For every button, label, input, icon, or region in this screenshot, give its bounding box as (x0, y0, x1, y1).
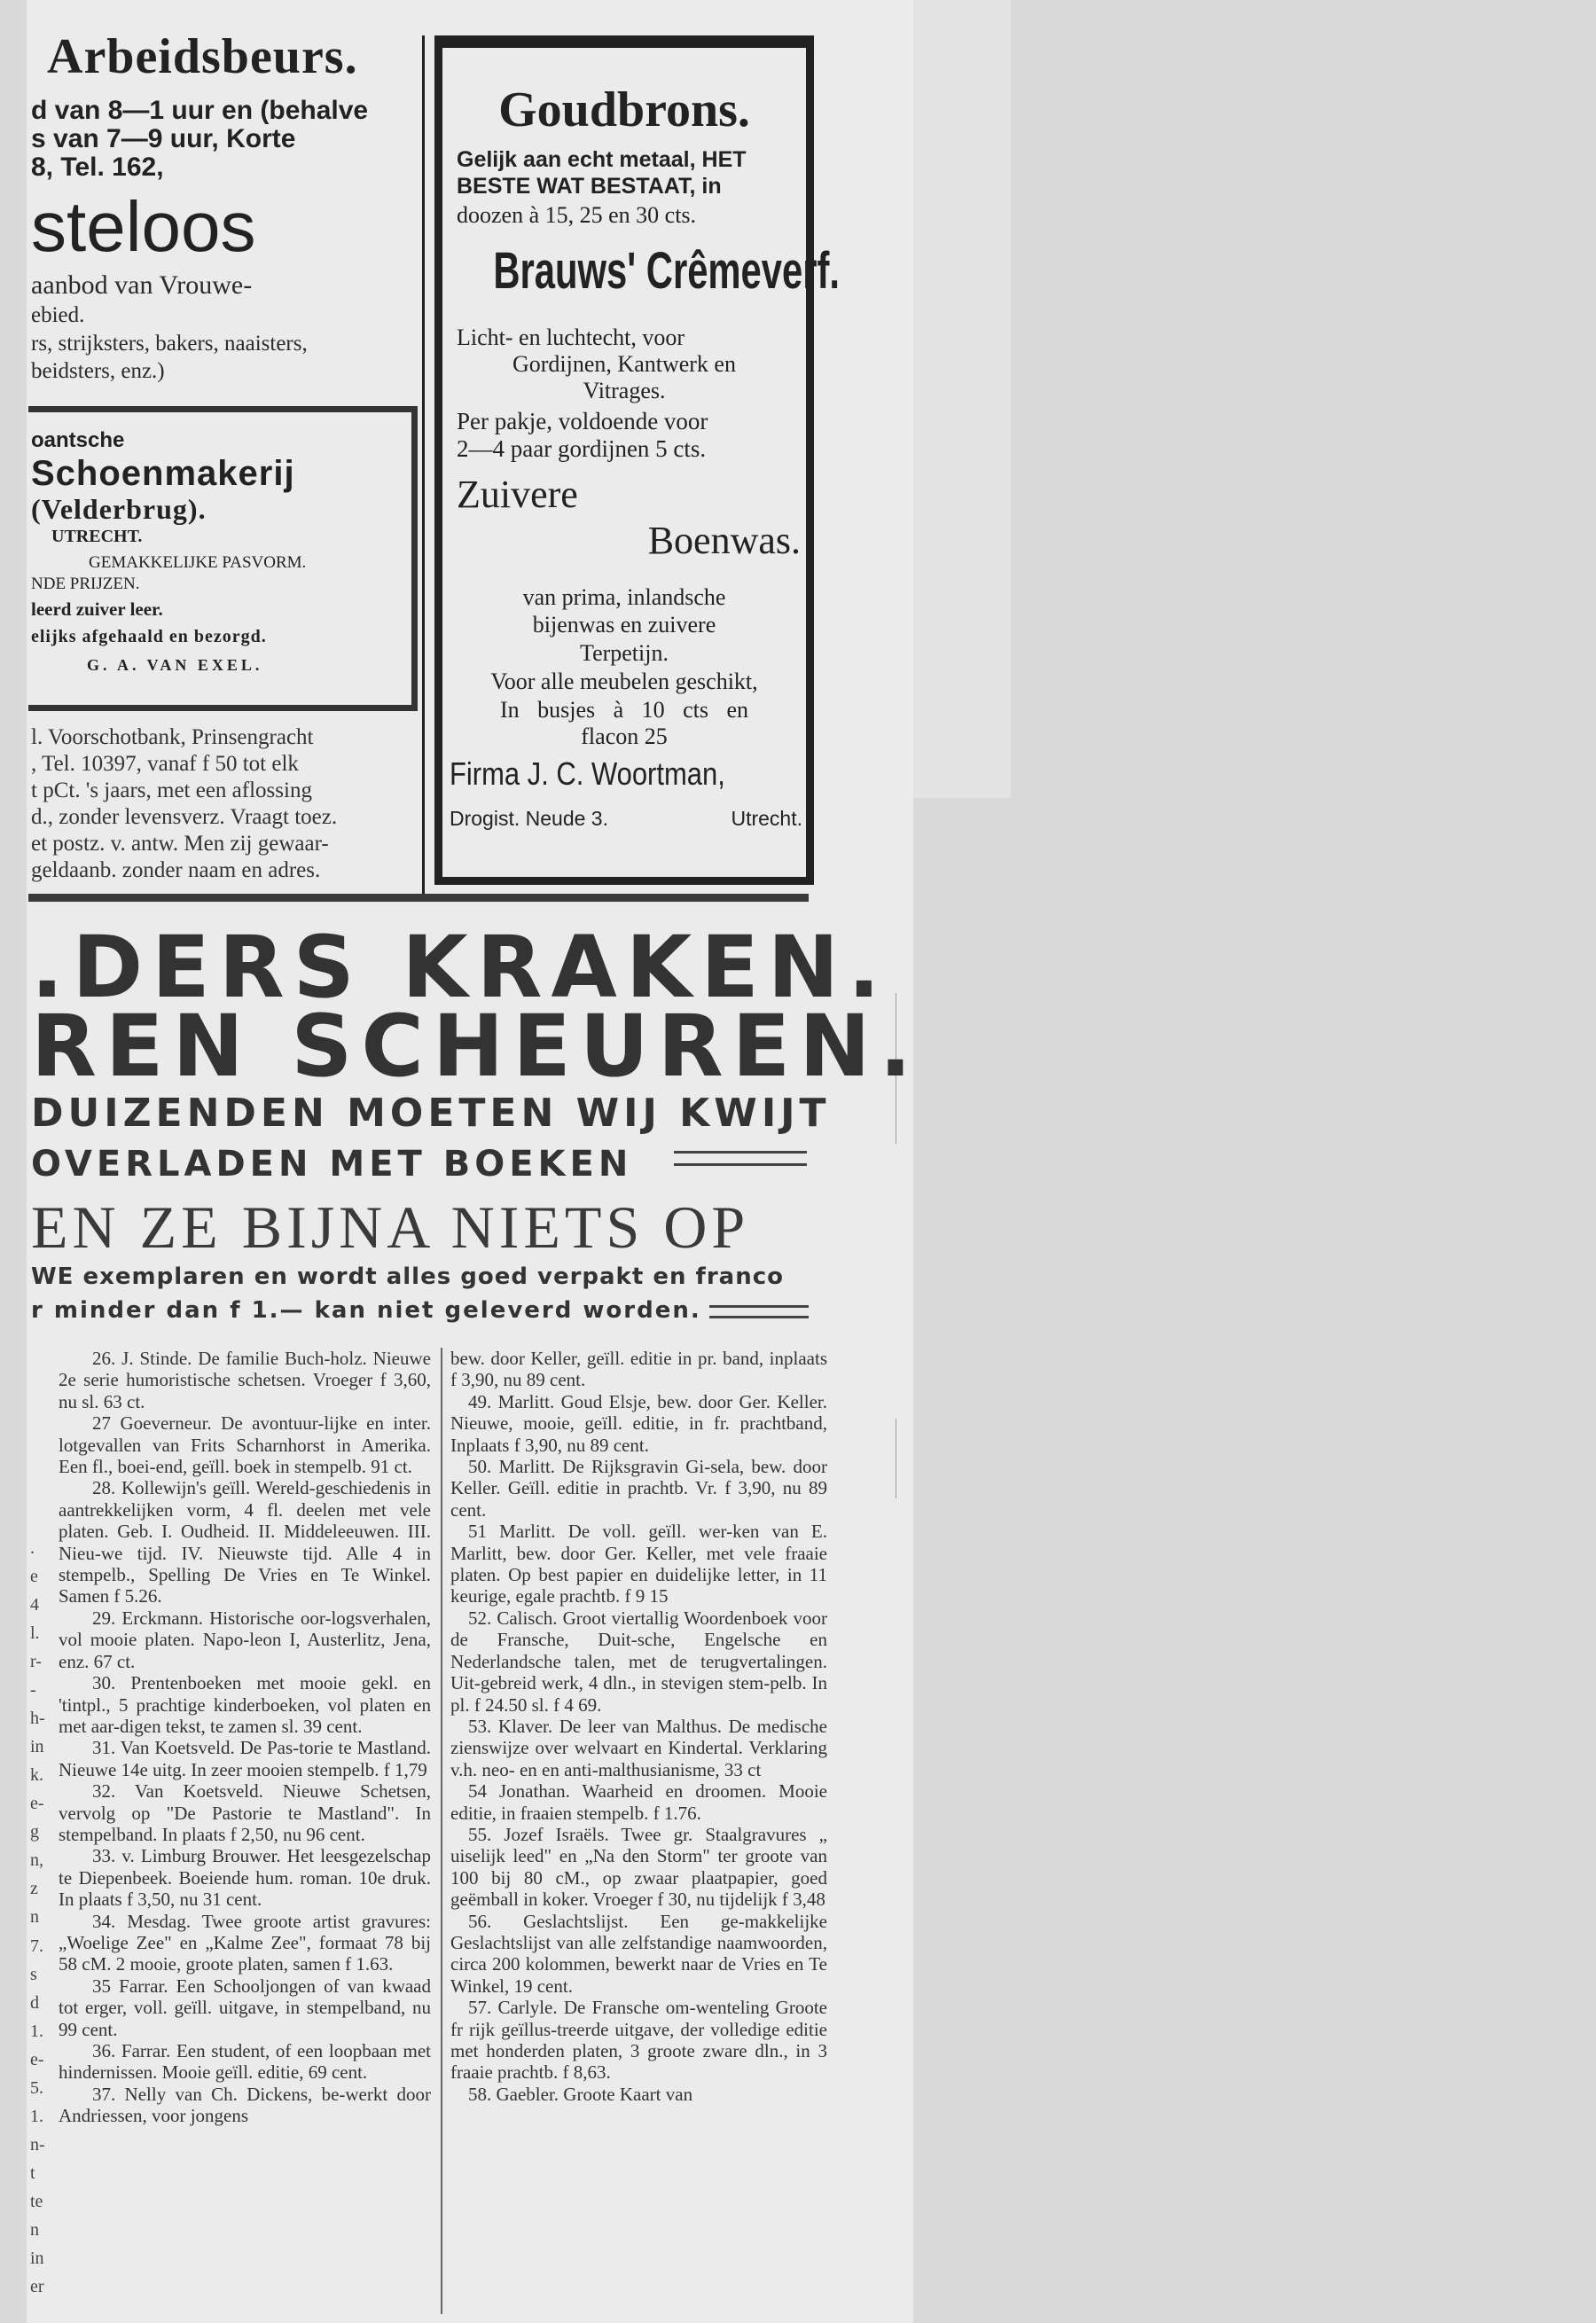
column-rule (441, 1348, 442, 2314)
headline-exemplaren: WE exemplaren en wordt alles goed verpakt en franco (31, 1263, 784, 1290)
book-entry: 53. Klaver. De leer van Malthus. De medische zienswijze over welvaart en Kindertal. Verklaring v.h. neo- en en anti-malthusianisme, 33 ct (450, 1715, 827, 1780)
margin-fragment: 4 (30, 1595, 39, 1615)
margin-fragment: d (30, 1992, 39, 2013)
arbeidsbeurs-line: d van 8—1 uur en (behalve (31, 96, 369, 125)
margin-fragment: in (30, 1737, 44, 1757)
margin-fragment: g (30, 1822, 39, 1842)
goudbrons-ad (434, 35, 840, 885)
margin-fragment: e- (30, 2049, 44, 2069)
goudbrons-line: BESTE WAT BESTAAT, in (457, 174, 722, 199)
book-entry: 30. Prentenboeken met mooie gekl. en 'tintpl., 5 prachtige kinderboeken, vol platen en met aar-digen tekst, te zamen sl. 39 cent. (59, 1672, 431, 1737)
book-entry: 31. Van Koetsveld. De Pas-torie te Mastland. Nieuwe 14e uitg. In zeer mooien stempelb. f 1,79 (59, 1737, 431, 1780)
headline-kraken: .DERS KRAKEN. (31, 918, 889, 1017)
book-entry: 51 Marlitt. De voll. geïll. wer-ken van E. Marlitt, bew. door Ger. Keller, met vele fraaie platen. Op best papier en duidelijke letter, in 11 keurige, egale prachtb. f 9 15 (450, 1521, 827, 1607)
goudbrons-line: bijenwas en zuivere (532, 612, 716, 637)
margin-fragment: in (30, 2248, 44, 2268)
book-entry: bew. door Keller, geïll. editie in pr. band, inplaats f 3,90, nu 89 cent. (450, 1348, 827, 1391)
book-entry: 36. Farrar. Een student, of een loopbaan met hindernissen. Mooie geïll. editie, 69 cent. (59, 2040, 431, 2084)
margin-fragment: n (30, 1907, 39, 1928)
arbeidsbeurs-line: aanbod van Vrouwe- (31, 270, 253, 300)
schoen-line: UTRECHT. (51, 527, 143, 546)
goudbrons-line: Terpetijn. (580, 640, 669, 666)
headline-dash (709, 1305, 809, 1308)
margin-fragment: te (30, 2191, 43, 2211)
goudbrons-line: Gordijnen, Kantwerk en (512, 351, 736, 377)
goudbrons-line: In busjes à 10 cts en (499, 697, 749, 723)
book-entry: 27 Goeverneur. De avontuur-lijke en inter. lotgevallen van Frits Scharnhorst in Amerika. Een fl., boei-end, geïll. boek in stempelb. 91 ct. (59, 1412, 431, 1478)
book-entry: 49. Marlitt. Goud Elsje, bew. door Ger. Keller. Nieuwe, mooie, geïll. editie, in fr. prachtband, Inplaats f 3,90, nu 89 cent. (450, 1390, 827, 1456)
margin-fragment: 1. (30, 2021, 43, 2041)
book-entry: 32. Van Koetsveld. Nieuwe Schetsen, vervolg op "De Pastorie te Mastland". In stempelband. In plaats f 2,50, nu 96 cent. (59, 1780, 431, 1845)
voorschot-line: t pCt. 's jaars, met een aflossing (31, 778, 312, 802)
goudbrons-line: Gelijk aan echt metaal, HET (457, 147, 747, 172)
woortman-firm: Firma J. C. Woortman, (450, 755, 725, 792)
goudbrons-title: Goudbrons. (498, 82, 750, 137)
voorschot-line: d., zonder levensverz. Vraagt toez. (31, 805, 338, 829)
cremeverf-title: Brauws' Crêmeverf. (493, 242, 840, 300)
headline-dash (674, 1163, 807, 1166)
schoen-line: GEMAKKELIJKE PASVORM. (89, 553, 307, 572)
headline-bijna: EN ZE BIJNA NIETS OP (31, 1193, 750, 1261)
margin-fragment: e- (30, 1794, 44, 1814)
schoen-line: elijks afgehaald en bezorgd. (31, 627, 267, 646)
margin-fragment: k. (30, 1765, 43, 1786)
book-entry: 58. Gaebler. Groote Kaart van (468, 2083, 693, 2105)
arbeidsbeurs-line: rs, strijksters, bakers, naaisters, (31, 332, 308, 356)
book-entry: 50. Marlitt. De Rijksgravin Gi-sela, bew. door Keller. Geïll. editie in prachtb. Vr. f 3,90, nu 89 cent. (450, 1456, 827, 1521)
headline-duizenden: DUIZENDEN MOETEN WIJ KWIJT (31, 1091, 831, 1136)
schoen-line: oantsche (31, 428, 125, 452)
book-entry: 37. Nelly van Ch. Dickens, be-werkt door Andriessen, voor jongens (59, 2083, 431, 2127)
goudbrons-line: 2—4 paar gordijnen 5 cts. (457, 435, 707, 462)
book-entry: 57. Carlyle. De Fransche om-wenteling Groote fr rijk geïllus-treerde uitgave, der volledige editie met honderden platen, 3 groote zware dln., in 3 fraaie prachtb. f 8,63. (450, 1997, 827, 2084)
book-list-right (450, 1348, 827, 2105)
arbeidsbeurs-line: ebied. (31, 303, 85, 327)
goudbrons-line: Voor alle meubelen geschikt, (490, 669, 758, 694)
margin-fragment: l. (30, 1623, 40, 1644)
voorschot-line: geldaanb. zonder naam en adres. (31, 858, 321, 882)
margin-fragment: . (30, 1538, 35, 1558)
schoen-line: (Velderbrug). (31, 493, 207, 525)
schoen-line: G. A. VAN EXEL. (87, 656, 263, 674)
margin-fragment: er (30, 2276, 44, 2296)
arbeidsbeurs-title: Arbeidsbeurs. (47, 29, 358, 84)
margin-fragment: n- (30, 2134, 45, 2155)
margin-fragment: n (30, 2219, 39, 2240)
margin-fragment: s (30, 1964, 37, 1984)
goudbrons-line: van prima, inlandsche (522, 584, 726, 610)
torn-paper-edge (913, 0, 1011, 798)
margin-fragment: r- (30, 1652, 42, 1672)
book-entry: 35 Farrar. Een Schooljongen of van kwaad tot erger, voll. geïll. uitgave, in stempelband, nu 99 cent. (59, 1975, 431, 2040)
woortman-addr: Drogist. Neude 3. (450, 807, 608, 830)
boenwas-title: Boenwas. (647, 519, 801, 562)
headline-scheuren: REN SCHEUREN. (31, 997, 921, 1096)
book-entry: 28. Kollewijn's geïll. Wereld-geschiedenis in aantrekkelijken vorm, 4 fl. deelen met vele platen. Geb. I. Oudheid. II. Middeleeuwen. III. Nieu-we tijd. IV. Nieuwste tijd. Alle 4 in stempelb., Spelling De Vries en Te Winkel. Samen f 5.26. (59, 1477, 431, 1607)
voorschot-line: , Tel. 10397, vanaf f 50 tot elk (31, 752, 299, 776)
margin-fragment: e (30, 1567, 38, 1587)
arbeidsbeurs-line: s van 7—9 uur, Korte (31, 124, 296, 153)
headline-dash (674, 1151, 807, 1154)
goudbrons-line: Licht- en luchtecht, voor (457, 325, 685, 350)
goudbrons-line: Per pakje, voldoende voor (457, 408, 708, 434)
book-entry: 29. Erckmann. Historische oor-logsverhalen, vol mooie platen. Napo-leon I, Austerlitz, Jena, enz. 67 ct. (59, 1607, 431, 1672)
margin-fragment: 1. (30, 2106, 43, 2126)
margin-fragment: - (30, 1680, 36, 1701)
voorschot-line: et postz. v. antw. Men zij gewaar- (31, 832, 329, 856)
book-entry: 55. Jozef Israëls. Twee gr. Staalgravures „ uiselijk leed" en „Na den Storm" ter groote van 100 bij 80 cM., op zwaar plaatpapier, goed geëmball in koker. Vroeger f 30, nu tijdelijk f 3,48 (450, 1823, 827, 1911)
schoen-line: NDE PRIJZEN. (31, 575, 140, 593)
book-entry: 26. J. Stinde. De familie Buch-holz. Nieuwe 2e serie humoristische schetsen. Vroeger f 3,60, nu sl. 63 ct. (59, 1348, 431, 1412)
book-entry: 52. Calisch. Groot viertallig Woordenboek voor de Fransche, Duit-sche, Engelsche en Nederlandsche talen, met de terugvertalingen. Uit-gebreid werk, 4 dln., in stevigen stem-pelb. In pl. f 24.50 sl. f 4 69. (450, 1607, 827, 1716)
book-entry: 33. v. Limburg Brouwer. Het leesgezelschap te Diepenbeek. Boeiende hum. roman. 10e druk. In plaats f 3,50, nu 31 cent. (59, 1845, 431, 1911)
margin-fragment: t (30, 2163, 35, 2183)
book-entry: 56. Geslachtslijst. Een ge-makkelijke Geslachtslijst van alle zelfstandige naamwoorden, circa 200 kolommen, bewerkt naar de Vries en Te Winkel, 19 cent. (450, 1910, 827, 1997)
arbeidsbeurs-line: beidsters, enz.) (31, 359, 165, 383)
book-entry: 34. Mesdag. Twee groote artist gravures: „Woelige Zee" en „Kalme Zee", formaat 78 bij 58 cM. 2 mooie, groote platen, samen f 1.63. (59, 1910, 431, 1975)
goudbrons-line: doozen à 15, 25 en 30 cts. (457, 202, 697, 228)
arbeidsbeurs-line: 8, Tel. 162, (31, 153, 164, 182)
book-list-left (59, 1348, 431, 2127)
arbeidsbeurs-big: steloos (31, 187, 256, 266)
goudbrons-line: flacon 25 (581, 723, 668, 749)
headline-overladen: OVERLADEN MET BOEKEN (31, 1144, 633, 1185)
goudbrons-line: Vitrages. (583, 378, 666, 403)
margin-fragment: 7. (30, 1936, 43, 1956)
woortman-addr: Utrecht. (731, 807, 802, 830)
margin-fragment: 5. (30, 2077, 43, 2098)
zuivere-title: Zuivere (457, 473, 578, 516)
margin-fragment: z (30, 1879, 38, 1899)
voorschot-line: l. Voorschotbank, Prinsengracht (31, 725, 314, 749)
headline-dash (709, 1316, 809, 1318)
schoen-line: leerd zuiver leer. (31, 598, 163, 620)
headline-minder: r minder dan f 1.— kan niet geleverd worden. (31, 1297, 701, 1324)
margin-fragment: n, (30, 1850, 43, 1871)
schoen-title: Schoenmakerij (31, 454, 295, 493)
column-rule (422, 35, 425, 900)
margin-fragment: h- (30, 1709, 45, 1729)
section-rule (28, 894, 809, 902)
book-entry: 54 Jonathan. Waarheid en droomen. Mooie editie, in fraaien stempelb. f 1.76. (450, 1780, 827, 1824)
